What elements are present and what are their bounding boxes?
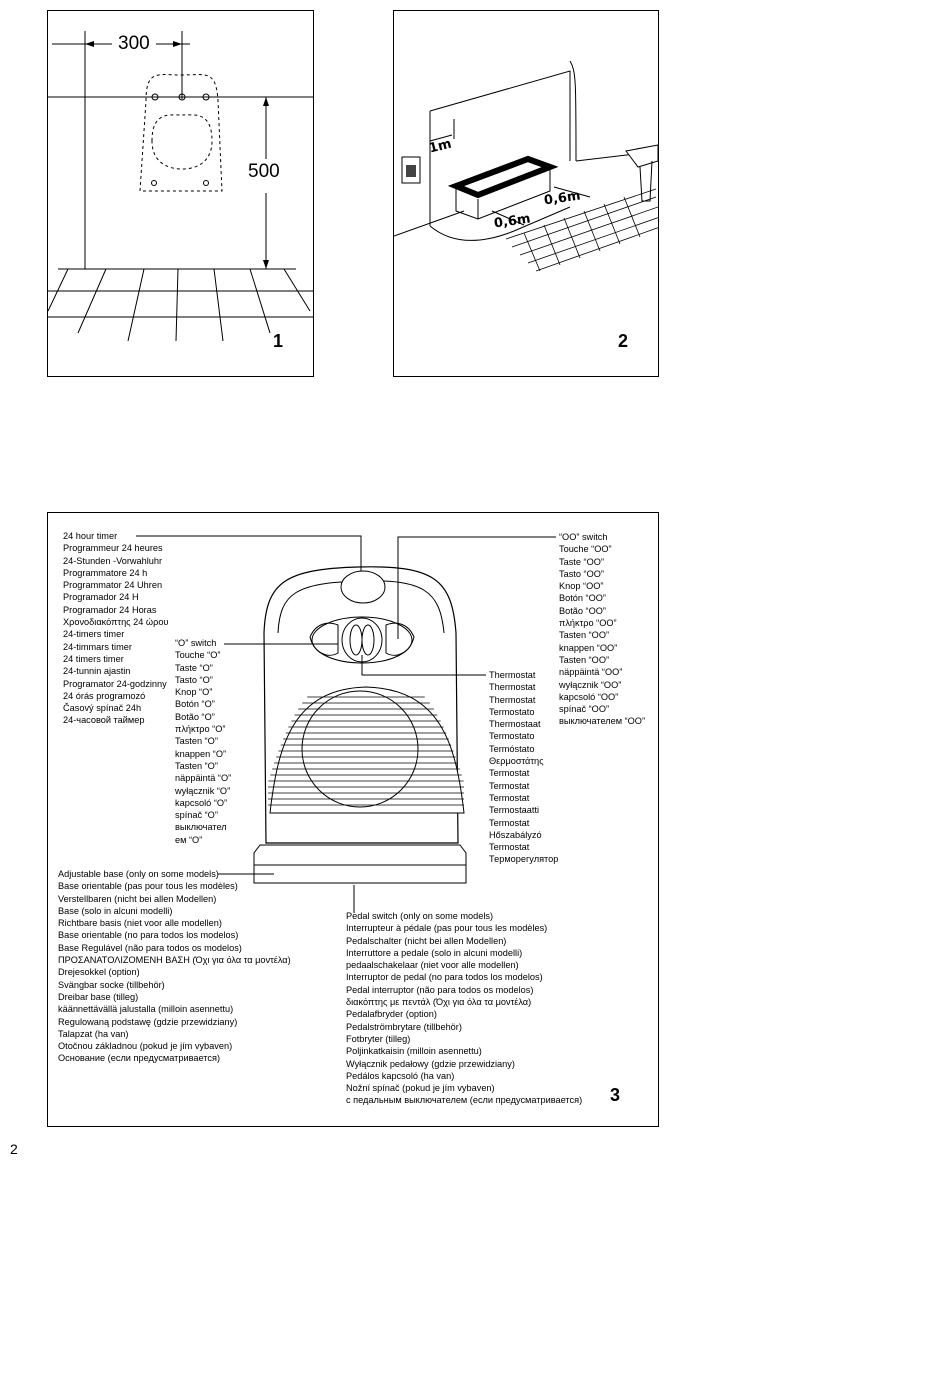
oo-switch-label: Knop “OO” <box>559 581 604 592</box>
timer-label: Časový spínač 24h <box>63 703 142 714</box>
oo-switch-label: выключателем “OO” <box>559 716 646 727</box>
thermostat-label: Thermostat <box>489 694 536 705</box>
pedal-label: Pedalafbryder (option) <box>346 1009 437 1020</box>
pedal-label: Wyłącznik pedałowy (gdzie przewidziany) <box>346 1058 515 1069</box>
thermostat-label: Hőszabályzó <box>489 829 542 840</box>
timer-label: 24-Stunden -Vorwahluhr <box>63 555 163 566</box>
oo-switch-labels <box>559 531 645 728</box>
oo-switch-label: näppäintä “OO” <box>559 667 623 678</box>
oo-switch-label: spínač “OO” <box>559 704 610 715</box>
o-switch-label: πλήκτρο “O” <box>175 724 226 735</box>
o-switch-label: wyłącznik “O” <box>175 785 231 796</box>
o-switch-labels <box>175 637 231 846</box>
o-switch-label: Botão “O” <box>175 711 215 722</box>
thermostat-label: Termostaatti <box>489 805 540 816</box>
thermostat-label: Терморегулятор <box>489 854 559 865</box>
thermostat-label: Termostato <box>489 706 535 717</box>
base-label: Основание (если предусматривается) <box>58 1053 221 1064</box>
base-label: ΠΡΟΣΑΝΑΤΟΛΙΖΟΜΕΝΗ ΒΑΣΗ (Όχι για όλα τα μοντέλα) <box>58 955 291 966</box>
base-labels <box>58 868 291 1065</box>
o-switch-label: näppäintä “O” <box>175 773 232 784</box>
oo-switch-label: Taste “OO” <box>559 556 604 567</box>
o-switch-label: Taste “O” <box>175 662 213 673</box>
o-switch-label: Botón “O” <box>175 699 215 710</box>
thermostat-label: Thermostaat <box>489 719 541 730</box>
oo-switch-label: Tasto “OO” <box>559 568 604 579</box>
pedal-label: διακόπτης με πεντάλ (Όχι για όλα τα μοντέλα) <box>346 997 532 1008</box>
base-label: Drejesokkel (option) <box>58 967 140 978</box>
timer-label: Programmator 24 Uhren <box>63 580 163 591</box>
figure-number: 1 <box>273 331 284 351</box>
base-label: Richtbare basis (niet voor alle modellen) <box>58 918 222 929</box>
pedal-label: Pedalströmbrytare (tillbehör) <box>346 1021 462 1032</box>
oo-switch-label: knappen “OO” <box>559 642 618 653</box>
o-switch-label: выключател <box>175 822 227 833</box>
pedal-labels <box>346 910 582 1107</box>
thermostat-label: Thermostat <box>489 682 536 693</box>
figure-number: 2 <box>618 331 629 351</box>
thermostat-label: Termostato <box>489 731 535 742</box>
o-switch-label: Tasten “O” <box>175 760 218 771</box>
figure-1-panel <box>47 10 314 377</box>
thermostat-label: Termostat <box>489 768 530 779</box>
thermostat-label: Termostat <box>489 817 530 828</box>
thermostat-label: Termostat <box>489 842 530 853</box>
o-switch-label: knappen “O” <box>175 748 227 759</box>
oo-switch-label: Botão “OO” <box>559 605 606 616</box>
figure-3-panel <box>47 512 659 1127</box>
oo-switch-label: Touche “OO” <box>559 544 612 555</box>
pedal-label: Pedálos kapcsoló (ha van) <box>346 1070 455 1081</box>
oo-switch-label: Tasten “OO” <box>559 630 610 641</box>
timer-label: 24 órás programozó <box>63 690 146 701</box>
pedal-label: Pedal interruptor (não para todos os modelos) <box>346 984 534 995</box>
timer-label: Programmatore 24 h <box>63 567 148 578</box>
oo-switch-label: πλήκτρο “OO” <box>559 618 617 629</box>
oo-switch-label: kapcsoló “OO” <box>559 691 619 702</box>
timer-label: 24-часовой таймер <box>63 715 145 726</box>
thermostat-label: Termostat <box>489 792 530 803</box>
base-label: Otočnou základnou (pokud je jím vybaven) <box>58 1041 233 1052</box>
thermostat-label: Termóstato <box>489 743 535 754</box>
base-label: Regulowaną podstawę (gdzie przewidziany) <box>58 1016 238 1027</box>
dimension-front: 0,6m <box>493 211 532 232</box>
dimension-side: 0,6m <box>543 188 582 209</box>
pedal-label: Interruptor de pedal (no para todos los modelos) <box>346 972 543 983</box>
pedal-label: Poljinkatkaisin (milloin asennettu) <box>346 1046 482 1057</box>
timer-label: 24-timmars timer <box>63 641 132 652</box>
pedal-label: Interrupteur à pédale (pas pour tous les modèles) <box>346 923 548 934</box>
o-switch-label: Touche “O” <box>175 650 221 661</box>
pedal-label: Interruttore a pedale (solo in alcuni modelli) <box>346 947 523 958</box>
timer-label: Programador 24 H <box>63 592 139 603</box>
figure-2-drawing <box>394 11 659 377</box>
timer-label: Programator 24-godzinny <box>63 678 167 689</box>
pedal-label: с педальным выключателем (если предусматривается) <box>346 1095 583 1106</box>
base-label: Dreibar base (tilleg) <box>58 991 139 1002</box>
pedal-label: Nožní spínač (pokud je jím vybaven) <box>346 1083 495 1094</box>
o-switch-label: spínač “O” <box>175 810 218 821</box>
thermostat-labels <box>489 669 558 866</box>
base-label: Verstellbaren (nicht bei allen Modellen) <box>58 893 217 904</box>
figure-2-panel <box>393 10 659 377</box>
timer-label: 24 timers timer <box>63 653 124 664</box>
dimension-1m: 1m <box>427 136 454 157</box>
o-switch-label: kapcsoló “O” <box>175 797 228 808</box>
thermostat-label: Θερμοστάτης <box>489 756 544 767</box>
pedal-label: Fotbryter (tilleg) <box>346 1033 411 1044</box>
timer-labels <box>63 530 168 727</box>
timer-label: 24-tunnin ajastin <box>63 666 131 677</box>
o-switch-label: Knop “O” <box>175 687 213 698</box>
oo-switch-label: Tasten “OO” <box>559 654 610 665</box>
base-label: käännettävällä jalustalla (milloin asennettu) <box>58 1004 234 1015</box>
o-switch-label: Tasten “O” <box>175 736 218 747</box>
pedal-label: Pedalschalter (nicht bei allen Modellen) <box>346 935 507 946</box>
base-label: Base orientable (no para todos los modelos) <box>58 930 239 941</box>
base-label: Base (solo in alcuni modelli) <box>58 905 173 916</box>
o-switch-label: ем “O” <box>175 834 203 845</box>
timer-label: Χρονοδιακόπτης 24 ώρου <box>63 617 169 628</box>
timer-label: 24 hour timer <box>63 531 118 541</box>
dimension-500: 500 <box>248 161 280 182</box>
timer-label: Programador 24 Horas <box>63 604 157 615</box>
base-label: Talapzat (ha van) <box>58 1028 129 1039</box>
oo-switch-label: wyłącznik “OO” <box>559 679 622 690</box>
page-number: 2 <box>10 1141 18 1157</box>
timer-label: 24-timers timer <box>63 629 125 640</box>
base-label: Adjustable base (only on some models) <box>58 869 219 879</box>
pedal-label: pedaalschakelaar (niet voor alle modellen) <box>346 960 519 971</box>
oo-switch-label: Botón “OO” <box>559 593 606 604</box>
timer-label: Programmeur 24 heures <box>63 543 163 554</box>
o-switch-label: Tasto “O” <box>175 674 213 685</box>
base-label: Svängbar socke (tillbehör) <box>58 979 165 990</box>
oo-switch-label: “OO” switch <box>559 532 608 542</box>
pedal-label: Pedal switch (only on some models) <box>346 911 494 921</box>
figure-1-drawing <box>48 11 314 377</box>
figure-number: 3 <box>610 1085 621 1105</box>
dimension-300: 300 <box>118 33 150 54</box>
thermostat-label: Termostat <box>489 780 530 791</box>
base-label: Base Regulável (não para todos os modelos) <box>58 942 242 953</box>
base-label: Base orientable (pas pour tous les modèles) <box>58 881 238 892</box>
thermostat-label: Thermostat <box>489 670 536 680</box>
o-switch-label: “O” switch <box>175 638 217 648</box>
